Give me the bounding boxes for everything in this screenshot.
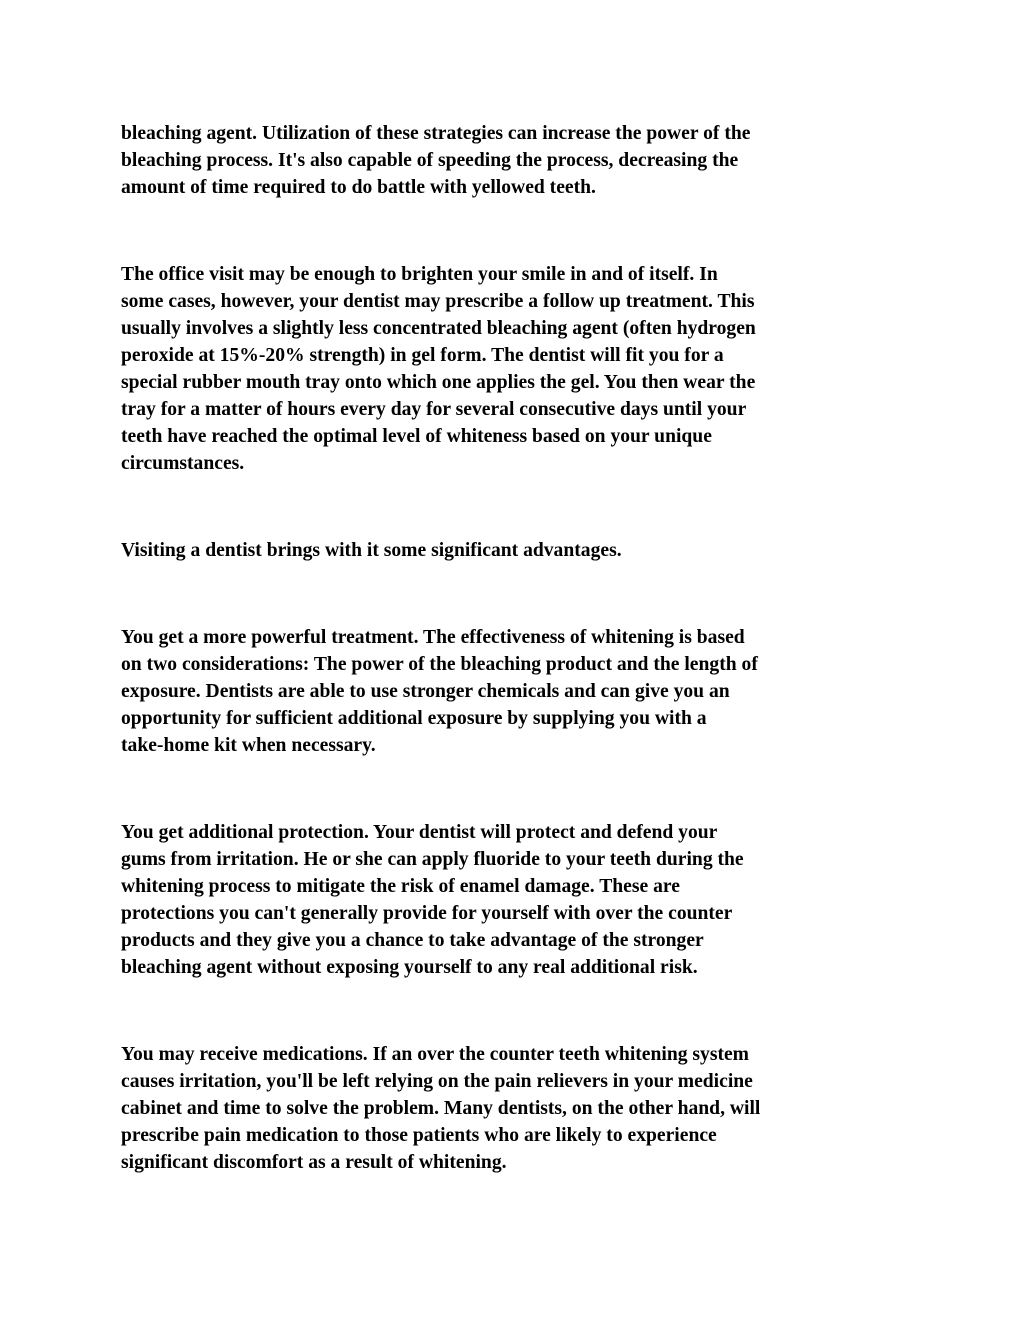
paragraph-medications: You may receive medications. If an over the counter teeth whitening system causes irritation, you'll be left relying on the pain relievers in your medicine cabinet and time to solve the problem. Many dentists, on the other hand, will prescribe pain medication to those patients who are likely to experience significant discomfort as a result of whitening. bbox=[121, 1044, 761, 1173]
paragraph-office-visit: The office visit may be enough to brighten your smile in and of itself. In some cases, however, your dentist may prescribe a follow up treatment. This usually involves a slightly less concentrated bleaching agent (often hydrogen peroxide at 15%-20% strength) in gel form. The dentist will fit you for a special rubber mouth tray onto which one applies the gel. You then wear the tray for a matter of hours every day for several consecutive days until your teeth have reached the optimal level of whiteness based on your unique circumstances. bbox=[121, 264, 756, 474]
paragraph-dentist-advantages: Visiting a dentist brings with it some significant advantages. bbox=[121, 540, 622, 561]
paragraph-additional-protection: You get additional protection. Your dentist will protect and defend your gums from irritation. He or she can apply fluoride to your teeth during the whitening process to mitigate the risk of enamel damage. These are protections you can't generally provide for yourself with over the counter products and they give you a chance to take advantage of the stronger bleaching agent without exposing yourself to any real additional risk. bbox=[121, 822, 744, 978]
paragraph-bleaching-strategies: bleaching agent. Utilization of these strategies can increase the power of the bleaching process. It's also capable of speeding the process, decreasing the amount of time required to do battle with yellowed teeth. bbox=[121, 123, 751, 198]
paragraph-powerful-treatment: You get a more powerful treatment. The effectiveness of whitening is based on two considerations: The power of the bleaching product and the length of exposure. Dentists are able to use stronger chemicals and can give you an opportunity for sufficient additional exposure by supplying you with a take-home kit when necessary. bbox=[121, 627, 758, 756]
